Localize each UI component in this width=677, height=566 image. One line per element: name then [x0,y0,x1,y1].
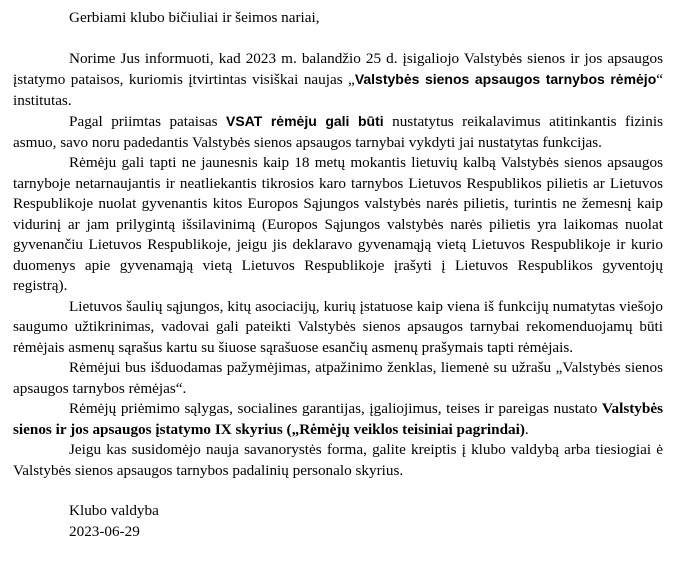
paragraph-requirements: Rėmėju gali tapti ne jaunesnis kaip 18 metų mokantis lietuvių kalbą Valstybės sienos apsaugos tarnyboje netarnaujantis ir neatliekantis tikrosios karo tarnybos Lietuvos Respublikos pilietis ar Lietuvos Respublikoje nuolat gyvenantis kitos Europos Sąjungos valstybės narės pilietis, turintis ne žemesnį kaip vidurinį ar jam prilygintą išsilavinimą (Europos Sąjungos valstybės narės pilietis yra laikomas nuolat gyvenančiu Lietuvos Respublikoje, jeigu jis deklaravo gyvenamąją vietą Lietuvos Respublikoje ir kurio duomenys apie gyvenamąją vietą Lietuvos Respublikoje įrašyti į Lietuvos Respublikos gyventojų registrą). [13,154,663,294]
letter-date: 2023-06-29 [69,522,140,540]
spacer [13,481,663,501]
paragraph-certificate: Rėmėjui bus išduodamas pažymėjimas, atpažinimo ženklas, liemenė su užrašu „Valstybės sienos apsaugos tarnybos rėmėjas“. [13,359,663,397]
paragraph-legal-basis [13,399,663,440]
supporter-institute-highlight: Valstybės sienos apsaugos tarnybos rėmėjo [354,71,657,87]
paragraph-legal-basis-text: Rėmėjų priėmimo sąlygas, socialines garantijas, įgaliojimus, teises ir pareigas nustato [69,400,602,417]
paragraph-who-can-be-end: nustatytus reikalavimus atitinkantis fizinis asmuo, savo noru padedantis Valstybės sienos apsaugos tarnybai vykdyti jai nustatytas funkcijas. [13,113,664,151]
paragraph-who-can-be-text: Pagal priimtas pataisas [69,113,226,130]
paragraph-legal-basis-end: . [524,420,529,438]
paragraph-contact: Jeigu kas susidomėjo nauja savanorystės forma, galite kreiptis į klubo valdybą arba tiesiogiai ė Valstybės sienos apsaugos tarnybos padalinių personalo skyrius. [13,441,663,479]
paragraph-who-can-be [13,111,663,153]
paragraph-associations: Lietuvos šaulių sąjungos, kitų asociacijų, kurių įstatuose kaip viena iš funkcijų numatytas viešojo saugumo užtikrinimas, vadovai gali pateikti Valstybės sienos apsaugos tarnybai rekomenduojamų būti rėmėjais asmenų sąrašus kartu su šiuose sąrašuose esančių asmenų prašymais tapti rėmėjais. [13,297,663,356]
letter-greeting: Gerbiami klubo bičiuliai ir šeimos nariai, [69,9,320,26]
paragraph-amendments-text: Norime Jus informuoti, kad 2023 m. balandžio 25 d. įsigaliojo Valstybės sienos ir jos apsaugos įstatymo pataisos, kuriomis įtvirtintas visiškai naujas „ [13,49,663,88]
vsat-supporter-highlight: VSAT rėmėju gali būti [226,113,384,129]
paragraph-amendments [13,49,663,112]
law-chapter-highlight: Valstybės sienos ir jos apsaugos įstatymo IX skyrius („Rėmėjų veiklos teisiniai pagrindai) [13,400,663,438]
letter-document [13,8,663,542]
signature: Klubo valdyba [69,502,159,519]
paragraph-amendments-end: “ institutas. [13,71,664,109]
